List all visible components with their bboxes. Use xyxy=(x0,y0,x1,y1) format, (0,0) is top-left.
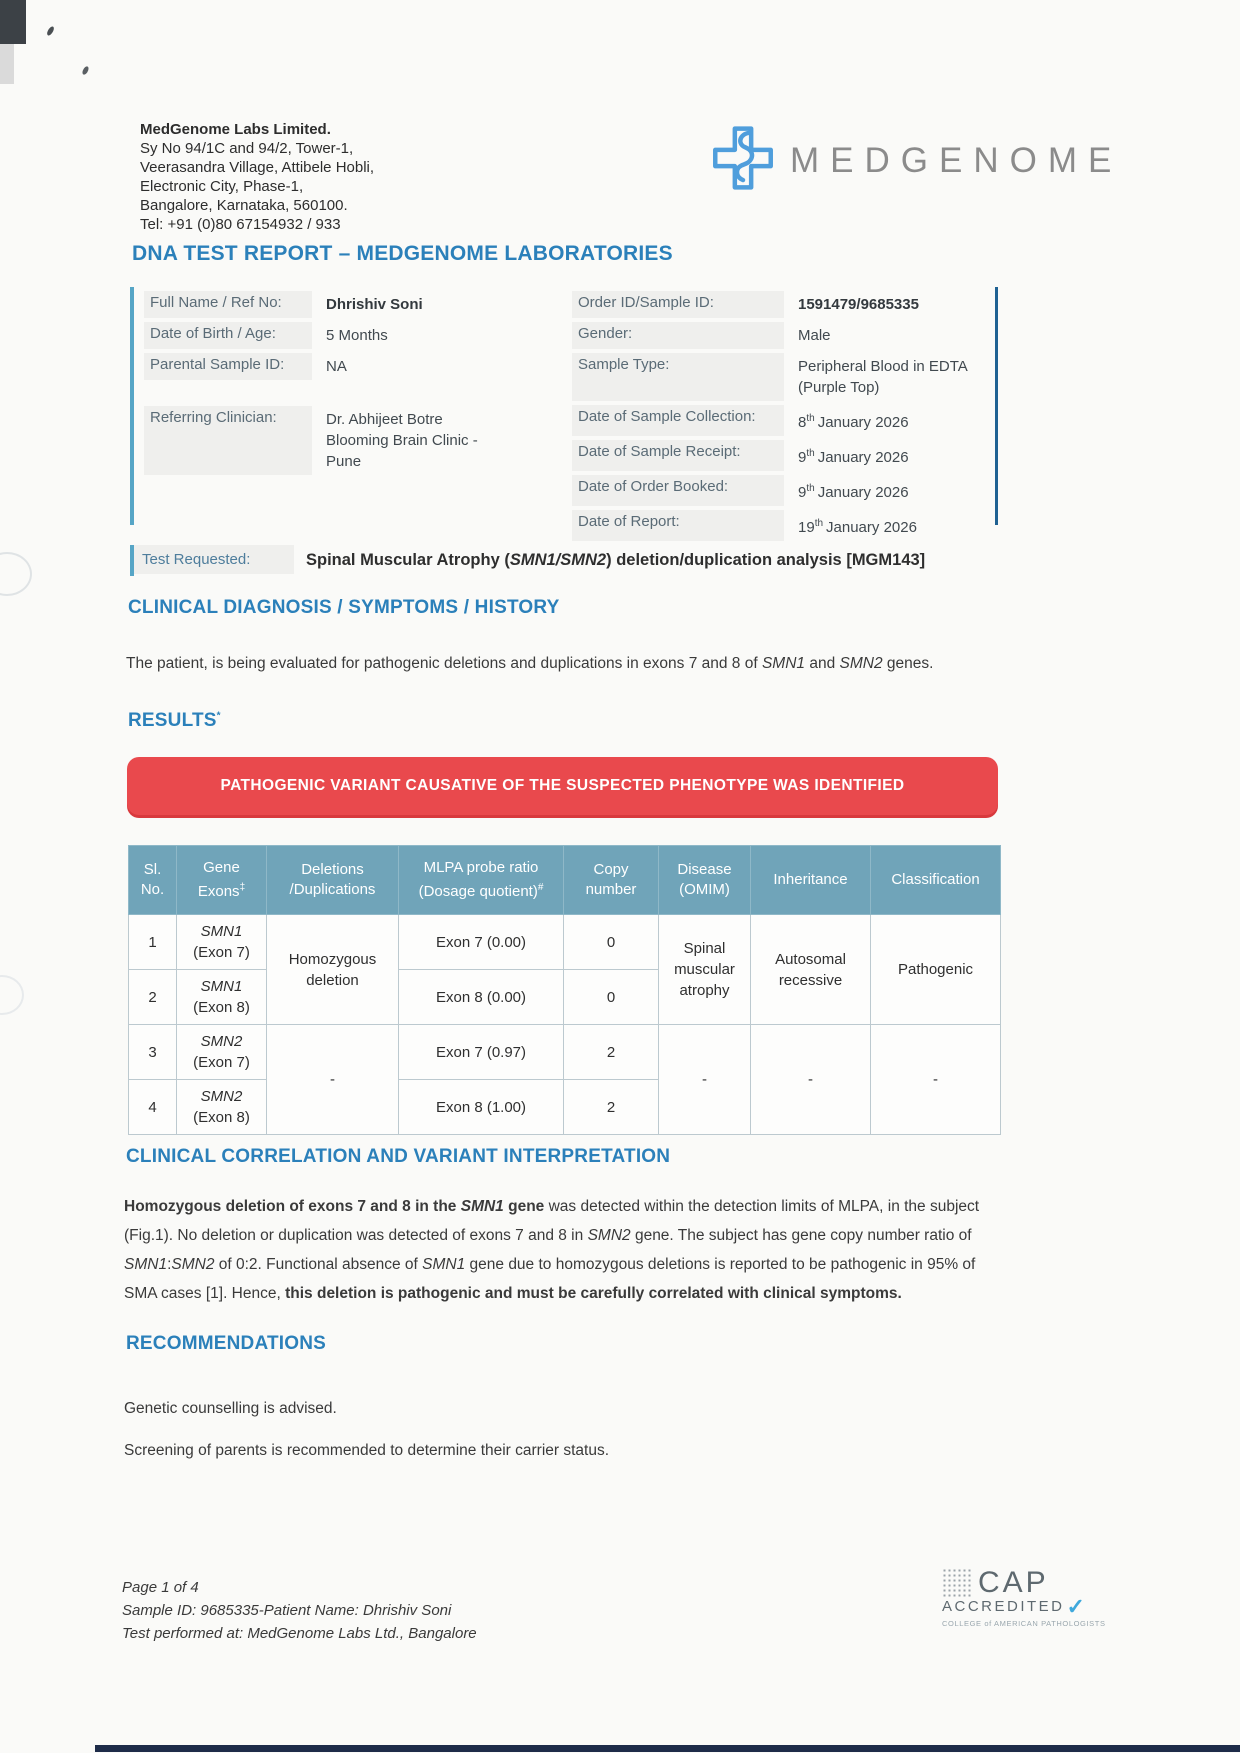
info-row xyxy=(572,291,996,318)
info-row xyxy=(144,353,564,380)
scan-speck xyxy=(82,65,90,75)
lab-address-block xyxy=(140,120,374,234)
referring-clinician-value: Dr. Abhijeet Botre Blooming Brain Clinic - Pune xyxy=(326,411,478,470)
footer-performed-line: Test performed at: MedGenome Labs Ltd., Bangalore xyxy=(122,1625,477,1642)
cell-mlpa-ratio: Exon 7 (0.00) xyxy=(399,915,564,970)
report-title: DNA TEST REPORT – MEDGENOME LABORATORIES xyxy=(132,242,673,265)
info-row xyxy=(572,353,996,401)
test-requested-row xyxy=(130,545,998,576)
scan-artifact-corner xyxy=(0,0,26,44)
col-header-disease-omim: Disease (OMIM) xyxy=(659,846,751,915)
col-header-mlpa-probe-ratio: MLPA probe ratio (Dosage quotient)# xyxy=(399,846,564,915)
patient-info-right-column xyxy=(572,291,996,545)
col-header-copy-number: Copy number xyxy=(564,846,659,915)
field-label: Date of Report: xyxy=(572,510,784,541)
order-sample-id-value: 1591479/9685335 xyxy=(798,296,919,313)
info-row xyxy=(572,475,996,506)
cell-copy-number: 2 xyxy=(564,1025,659,1080)
field-label: Date of Sample Receipt: xyxy=(572,440,784,471)
field-label: Referring Clinician: xyxy=(144,406,312,475)
cell-gene: SMN1 (Exon 8) xyxy=(177,970,267,1025)
scan-artifact-circle xyxy=(0,552,32,596)
cell-sl: 1 xyxy=(129,915,177,970)
checkmark-icon: ✓ xyxy=(1066,1593,1088,1619)
info-row xyxy=(572,322,996,349)
cap-text: CAP xyxy=(978,1566,1049,1599)
medgenome-logo-text: MEDGENOME xyxy=(790,140,1123,180)
cap-accredited-logo xyxy=(942,1566,1162,1628)
scan-artifact-bottom-bar xyxy=(95,1745,1240,1752)
age-value: 5 Months xyxy=(326,327,388,344)
field-label: Date of Birth / Age: xyxy=(144,322,312,349)
test-requested-value: Spinal Muscular Atrophy (SMN1/SMN2) deletion/duplication analysis [MGM143] xyxy=(306,551,926,569)
address-line: Sy No 94/1C and 94/2, Tower-1, xyxy=(140,140,354,157)
cell-mlpa-ratio: Exon 8 (1.00) xyxy=(399,1080,564,1135)
col-header-deletions-duplications: Deletions /Duplications xyxy=(267,846,399,915)
table-row xyxy=(129,1025,1001,1080)
cell-deletion-type: Homozygous deletion xyxy=(267,915,399,1025)
field-label: Date of Sample Collection: xyxy=(572,405,784,436)
test-requested-label: Test Requested: xyxy=(134,545,294,574)
cell-copy-number: 0 xyxy=(564,915,659,970)
info-row xyxy=(572,440,996,471)
patient-info-left-column xyxy=(144,291,564,479)
cell-mlpa-ratio: Exon 7 (0.97) xyxy=(399,1025,564,1080)
field-label: Parental Sample ID: xyxy=(144,353,312,380)
col-header-inheritance: Inheritance xyxy=(751,846,871,915)
col-header-gene-exons: Gene Exons‡ xyxy=(177,846,267,915)
info-row xyxy=(572,405,996,436)
cell-gene: SMN1 (Exon 7) xyxy=(177,915,267,970)
field-label: Full Name / Ref No: xyxy=(144,291,312,318)
field-label: Sample Type: xyxy=(572,353,784,401)
footer-sample-line: Sample ID: 9685335-Patient Name: Dhrishiv Soni xyxy=(122,1602,452,1619)
cell-gene: SMN2 (Exon 7) xyxy=(177,1025,267,1080)
cell-sl: 2 xyxy=(129,970,177,1025)
clinical-diagnosis-text: The patient, is being evaluated for pathogenic deletions and duplications in exons 7 and 8 of SMN1 and SMN2 genes. xyxy=(126,655,934,672)
address-line: Electronic City, Phase-1, xyxy=(140,178,304,195)
banner-text: PATHOGENIC VARIANT CAUSATIVE OF THE SUSPECTED PHENOTYPE WAS IDENTIFIED xyxy=(220,777,905,794)
field-label: Order ID/Sample ID: xyxy=(572,291,784,318)
cap-subtext: COLLEGE of AMERICAN PATHOLOGISTS xyxy=(942,1619,1106,1628)
info-row xyxy=(572,510,996,541)
cap-dots-icon xyxy=(942,1568,972,1598)
cell-gene: SMN2 (Exon 8) xyxy=(177,1080,267,1135)
cell-disease: - xyxy=(659,1025,751,1135)
info-row xyxy=(144,406,564,475)
gender-value: Male xyxy=(798,327,831,344)
cell-classification: Pathogenic xyxy=(871,915,1001,1025)
correlation-text: Homozygous deletion of exons 7 and 8 in the SMN1 gene was detected within the detection limits of MLPA, in the subject (Fig.1). No deletion or duplication was detected of exons 7 and 8 in SMN2 gene. The subject has gene copy number ratio of SMN1:SMN2 of 0:2. Functional absence of SMN1 gene due to homozygous deletions is reported to be pathogenic in 95% of SMA cases [1]. Hence, this deletion is pathogenic and must be carefully correlated with clinical symptoms. xyxy=(124,1198,980,1302)
cell-copy-number: 2 xyxy=(564,1080,659,1135)
recommendations-heading: RECOMMENDATIONS xyxy=(126,1333,327,1354)
cell-mlpa-ratio: Exon 8 (0.00) xyxy=(399,970,564,1025)
results-heading: RESULTS* xyxy=(128,710,221,731)
cell-disease: Spinal muscular atrophy xyxy=(659,915,751,1025)
info-row xyxy=(144,322,564,349)
patient-name-value: Dhrishiv Soni xyxy=(326,296,423,313)
cell-copy-number: 0 xyxy=(564,970,659,1025)
cell-classification: - xyxy=(871,1025,1001,1135)
sample-collection-date-value: 8th January 2026 xyxy=(798,413,909,431)
field-label: Gender: xyxy=(572,322,784,349)
address-line: Veerasandra Village, Attibele Hobli, xyxy=(140,159,375,176)
lab-name: MedGenome Labs Limited. xyxy=(140,121,331,138)
info-row xyxy=(144,291,564,318)
order-booked-date-value: 9th January 2026 xyxy=(798,483,909,501)
recommendation-line: Screening of parents is recommended to determine their carrier status. xyxy=(124,1442,610,1459)
cell-sl: 4 xyxy=(129,1080,177,1135)
patient-info-block xyxy=(130,287,998,536)
pathogenic-result-banner xyxy=(127,757,998,815)
scan-artifact-circle xyxy=(0,975,24,1015)
col-header-classification: Classification xyxy=(871,846,1001,915)
cell-sl: 3 xyxy=(129,1025,177,1080)
address-line: Bangalore, Karnataka, 560100. xyxy=(140,197,348,214)
table-header-row xyxy=(129,846,1001,915)
scan-speck xyxy=(46,25,55,36)
results-table xyxy=(128,845,1001,1135)
correlation-heading: CLINICAL CORRELATION AND VARIANT INTERPRETATION xyxy=(126,1146,671,1167)
report-date-value: 19th January 2026 xyxy=(798,518,917,536)
clinical-diagnosis-heading: CLINICAL DIAGNOSIS / SYMPTOMS / HISTORY xyxy=(128,597,560,618)
table-row xyxy=(129,915,1001,970)
cap-accredited-text: ACCREDITED ✓ xyxy=(942,1593,1088,1619)
cell-deletion-type: - xyxy=(267,1025,399,1135)
sample-receipt-date-value: 9th January 2026 xyxy=(798,448,909,466)
page-footer xyxy=(122,1576,477,1645)
field-label: Date of Order Booked: xyxy=(572,475,784,506)
recommendation-line: Genetic counselling is advised. xyxy=(124,1400,337,1417)
medgenome-logo xyxy=(712,124,1122,197)
sample-type-value: Peripheral Blood in EDTA (Purple Top) xyxy=(798,358,967,396)
cell-inheritance: - xyxy=(751,1025,871,1135)
address-line: Tel: +91 (0)80 67154932 / 933 xyxy=(140,216,341,233)
cell-inheritance: Autosomal recessive xyxy=(751,915,871,1025)
medgenome-cross-icon xyxy=(712,124,774,197)
parental-sample-id-value: NA xyxy=(326,358,347,375)
page-number: Page 1 of 4 xyxy=(122,1579,199,1596)
col-header-sl-no: Sl. No. xyxy=(129,846,177,915)
scan-artifact-corner-shadow xyxy=(0,44,14,84)
